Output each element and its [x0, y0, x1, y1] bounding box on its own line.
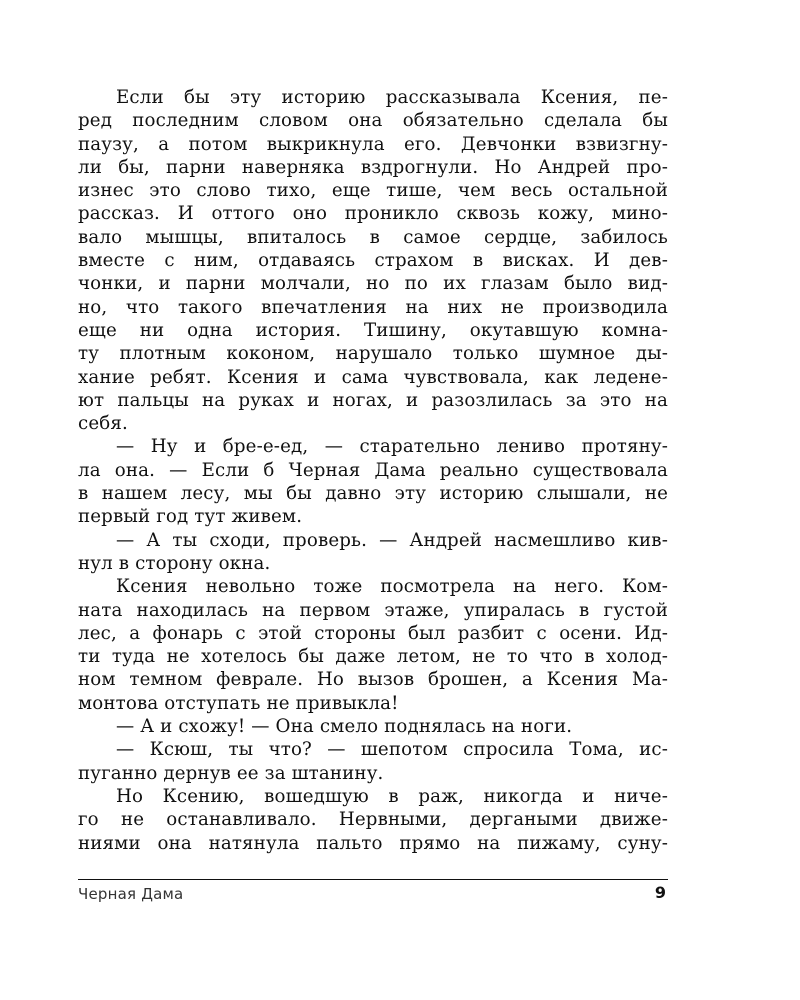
- text-line: — Ну и бре-е-ед, — старательно лениво протяну-: [116, 436, 668, 458]
- text-line: го не останавливало. Нервными, дергаными движе-: [78, 809, 668, 831]
- text-line: рассказ. И оттого оно проникло сквозь кожу, мино-: [78, 203, 668, 225]
- page-footer: [78, 879, 668, 910]
- text-line: вало мышцы, впиталось в самое сердце, забилось: [78, 226, 668, 248]
- page-number: 9: [654, 883, 666, 902]
- text-line: хание ребят. Ксения и сама чувствовала, как ледене-: [78, 366, 668, 388]
- running-title: Черная Дама: [78, 885, 184, 903]
- text-line: — А и схожу! — Она смело поднялась на ноги.: [116, 716, 573, 738]
- text-line: нул в сторону окна.: [78, 552, 271, 574]
- text-line: первый год тут живем.: [78, 506, 303, 528]
- text-line: — Ксюш, ты что? — шепотом спросила Тома, ис-: [116, 739, 668, 761]
- text-line: но, что такого впечатления на них не производила: [78, 296, 668, 318]
- text-line: чонки, и парни молчали, но по их глазам было вид-: [78, 273, 668, 295]
- text-line: монтова отступать не привыкла!: [78, 692, 399, 714]
- text-line: ти туда не хотелось бы даже летом, не то что в холод-: [78, 646, 668, 668]
- text-line: в нашем лесу, мы бы давно эту историю слышали, не: [78, 483, 668, 505]
- text-line: ли бы, парни наверняка вздрогнули. Но Андрей про-: [78, 156, 668, 178]
- text-line: пуганно дернув ее за штанину.: [78, 762, 384, 784]
- text-line: ют пальцы на руках и ногах, и разозлилась за это на: [78, 389, 668, 411]
- text-line: ла она. — Если б Черная Дама реально существовала: [78, 459, 668, 481]
- body-text: [78, 86, 668, 855]
- text-line: Ксения невольно тоже посмотрела на него. Ком-: [116, 576, 668, 598]
- text-line: паузу, а потом выкрикнула его. Девчонки взвизгну-: [78, 133, 668, 155]
- text-line: Но Ксению, вошедшую в раж, никогда и ниче-: [116, 785, 668, 807]
- text-line: еще ни одна история. Тишину, окутавшую комна-: [78, 319, 668, 341]
- text-line: ниями она натянула пальто прямо на пижаму, суну-: [78, 832, 668, 854]
- text-line: Если бы эту историю рассказывала Ксения, пе-: [116, 87, 668, 108]
- page-body: [78, 86, 668, 855]
- text-line: ната находилась на первом этаже, упиралась в густой: [78, 599, 668, 621]
- text-line: ту плотным коконом, нарушало только шумное ды-: [78, 343, 668, 365]
- text-line: изнес это слово тихо, еще тише, чем весь остальной: [78, 180, 668, 202]
- text-line: себя.: [78, 413, 128, 435]
- text-line: ред последним словом она обязательно сделала бы: [78, 110, 668, 132]
- text-line: — А ты сходи, проверь. — Андрей насмешливо кив-: [116, 529, 668, 551]
- text-line: ном темном феврале. Но вызов брошен, а Ксения Ма-: [78, 669, 668, 691]
- text-line: лес, а фонарь с этой стороны был разбит с осени. Ид-: [78, 622, 668, 644]
- text-line: вместе с ним, отдаваясь страхом в висках. И дев-: [78, 250, 668, 272]
